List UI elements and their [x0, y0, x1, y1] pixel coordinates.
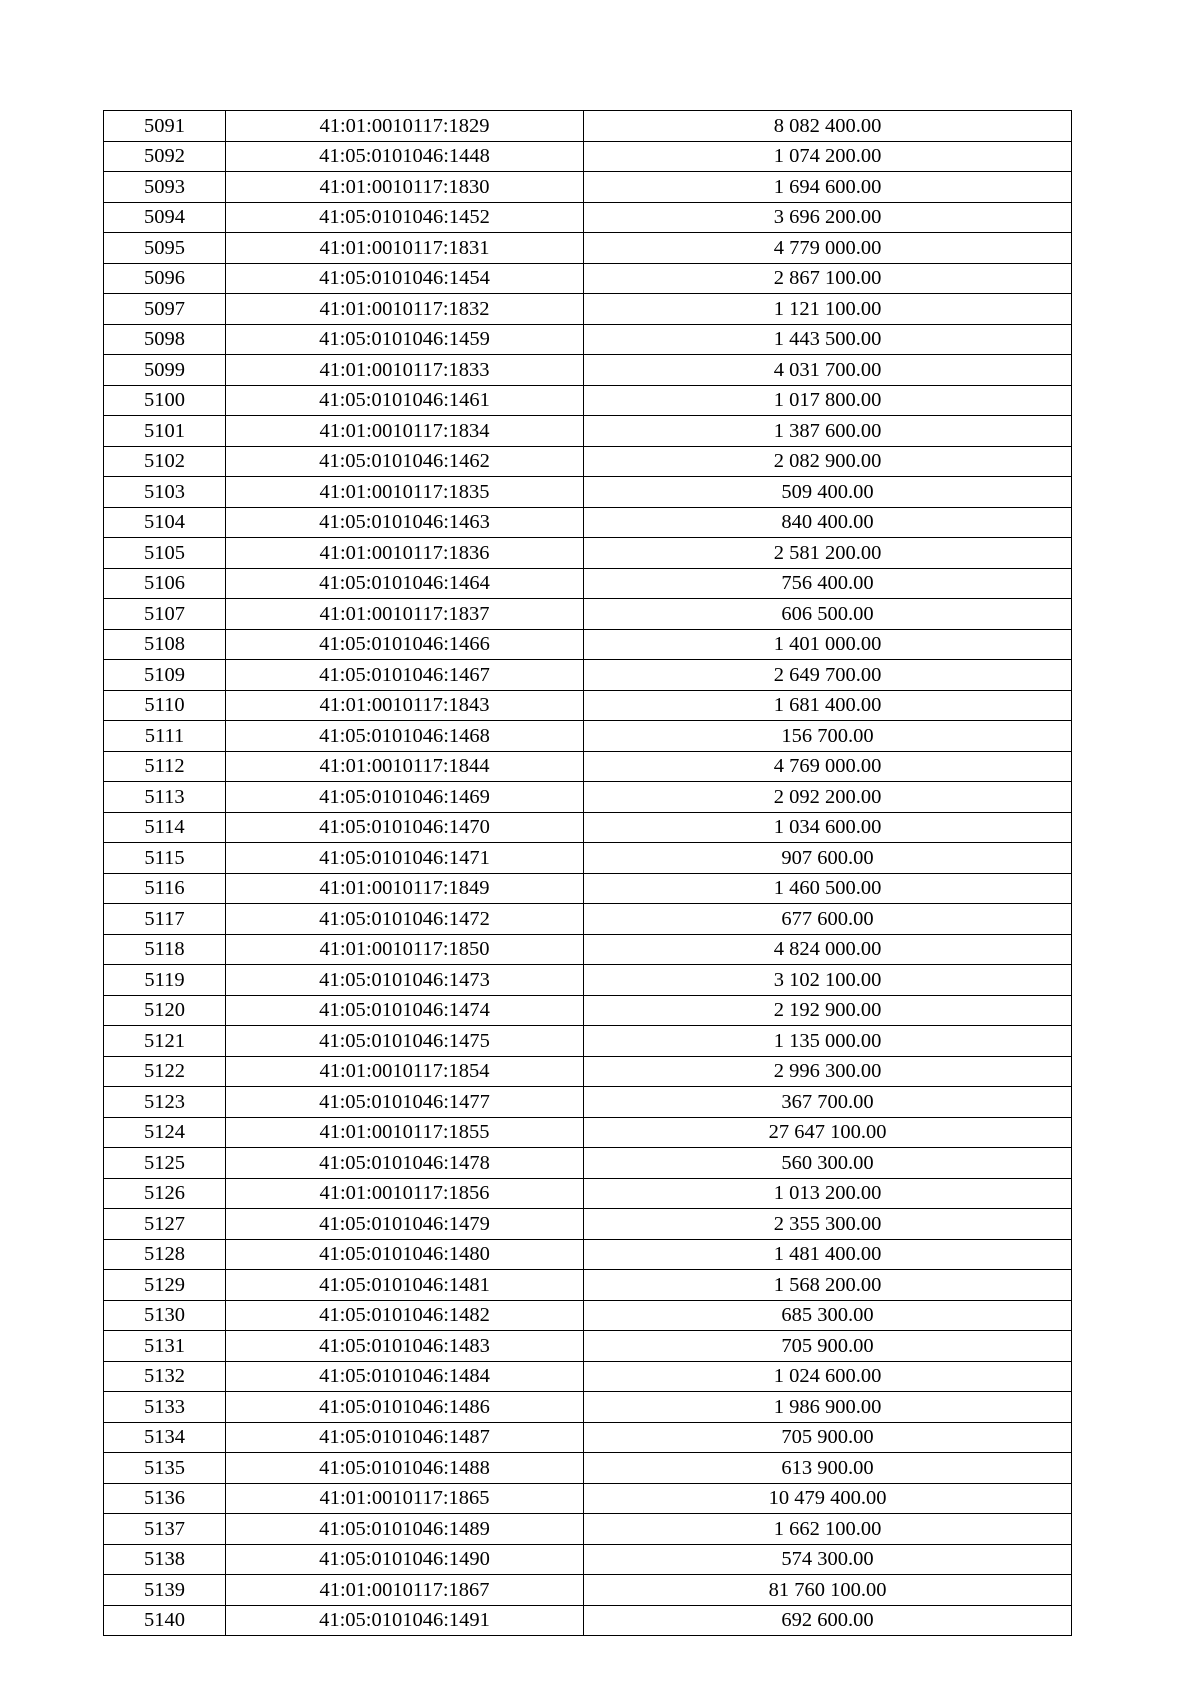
cadastral-number-cell: 41:01:0010117:1831 [226, 233, 584, 264]
cadastral-number-cell: 41:05:0101046:1480 [226, 1239, 584, 1270]
row-number-cell: 5113 [104, 782, 226, 813]
row-number-cell: 5100 [104, 385, 226, 416]
value-cell: 1 986 900.00 [584, 1392, 1072, 1423]
cadastral-number-cell: 41:05:0101046:1467 [226, 660, 584, 691]
value-cell: 2 092 200.00 [584, 782, 1072, 813]
value-cell: 1 694 600.00 [584, 172, 1072, 203]
cadastral-number-cell: 41:05:0101046:1464 [226, 568, 584, 599]
row-number-cell: 5134 [104, 1422, 226, 1453]
cadastral-number-cell: 41:05:0101046:1472 [226, 904, 584, 935]
table-row [104, 1056, 1072, 1087]
table-row [104, 263, 1072, 294]
cadastral-number-cell: 41:05:0101046:1474 [226, 995, 584, 1026]
row-number-cell: 5129 [104, 1270, 226, 1301]
value-cell: 560 300.00 [584, 1148, 1072, 1179]
table-row [104, 294, 1072, 325]
row-number-cell: 5136 [104, 1483, 226, 1514]
cadastral-number-cell: 41:01:0010117:1835 [226, 477, 584, 508]
table-row [104, 1361, 1072, 1392]
row-number-cell: 5104 [104, 507, 226, 538]
value-cell: 509 400.00 [584, 477, 1072, 508]
value-cell: 2 581 200.00 [584, 538, 1072, 569]
cadastral-number-cell: 41:01:0010117:1854 [226, 1056, 584, 1087]
value-cell: 1 034 600.00 [584, 812, 1072, 843]
table-row [104, 355, 1072, 386]
table-row [104, 446, 1072, 477]
row-number-cell: 5110 [104, 690, 226, 721]
cadastral-number-cell: 41:05:0101046:1488 [226, 1453, 584, 1484]
row-number-cell: 5093 [104, 172, 226, 203]
row-number-cell: 5103 [104, 477, 226, 508]
value-cell: 2 355 300.00 [584, 1209, 1072, 1240]
row-number-cell: 5092 [104, 141, 226, 172]
table-row [104, 538, 1072, 569]
row-number-cell: 5114 [104, 812, 226, 843]
value-cell: 81 760 100.00 [584, 1575, 1072, 1606]
row-number-cell: 5098 [104, 324, 226, 355]
table-row [104, 1331, 1072, 1362]
value-cell: 4 769 000.00 [584, 751, 1072, 782]
table-row [104, 751, 1072, 782]
value-cell: 613 900.00 [584, 1453, 1072, 1484]
table-row [104, 1544, 1072, 1575]
table-row [104, 1392, 1072, 1423]
value-cell: 1 024 600.00 [584, 1361, 1072, 1392]
cadastral-number-cell: 41:01:0010117:1833 [226, 355, 584, 386]
table-row [104, 1178, 1072, 1209]
cadastral-number-cell: 41:01:0010117:1830 [226, 172, 584, 203]
row-number-cell: 5094 [104, 202, 226, 233]
cadastral-number-cell: 41:05:0101046:1459 [226, 324, 584, 355]
cadastral-number-cell: 41:05:0101046:1483 [226, 1331, 584, 1362]
table-row [104, 1087, 1072, 1118]
table-row [104, 477, 1072, 508]
table-row [104, 690, 1072, 721]
table-row [104, 385, 1072, 416]
row-number-cell: 5126 [104, 1178, 226, 1209]
value-cell: 10 479 400.00 [584, 1483, 1072, 1514]
table-body [104, 111, 1072, 1636]
cadastral-number-cell: 41:05:0101046:1491 [226, 1605, 584, 1636]
cadastral-number-cell: 41:05:0101046:1452 [226, 202, 584, 233]
cadastral-number-cell: 41:01:0010117:1856 [226, 1178, 584, 1209]
row-number-cell: 5119 [104, 965, 226, 996]
table-row [104, 141, 1072, 172]
table-row [104, 1209, 1072, 1240]
cadastral-number-cell: 41:01:0010117:1834 [226, 416, 584, 447]
cadastral-number-cell: 41:05:0101046:1470 [226, 812, 584, 843]
table-row [104, 1483, 1072, 1514]
row-number-cell: 5140 [104, 1605, 226, 1636]
value-cell: 756 400.00 [584, 568, 1072, 599]
table-row [104, 782, 1072, 813]
row-number-cell: 5107 [104, 599, 226, 630]
row-number-cell: 5133 [104, 1392, 226, 1423]
table-row [104, 1148, 1072, 1179]
row-number-cell: 5097 [104, 294, 226, 325]
value-cell: 574 300.00 [584, 1544, 1072, 1575]
row-number-cell: 5120 [104, 995, 226, 1026]
row-number-cell: 5130 [104, 1300, 226, 1331]
row-number-cell: 5131 [104, 1331, 226, 1362]
cadastral-number-cell: 41:05:0101046:1468 [226, 721, 584, 752]
table-row [104, 568, 1072, 599]
table-row [104, 416, 1072, 447]
cadastral-number-cell: 41:01:0010117:1849 [226, 873, 584, 904]
value-cell: 1 481 400.00 [584, 1239, 1072, 1270]
row-number-cell: 5132 [104, 1361, 226, 1392]
value-cell: 677 600.00 [584, 904, 1072, 935]
row-number-cell: 5095 [104, 233, 226, 264]
cadastral-number-cell: 41:05:0101046:1473 [226, 965, 584, 996]
cadastral-value-table [103, 110, 1072, 1636]
table-row [104, 629, 1072, 660]
table-row [104, 873, 1072, 904]
value-cell: 840 400.00 [584, 507, 1072, 538]
row-number-cell: 5096 [104, 263, 226, 294]
value-cell: 2 996 300.00 [584, 1056, 1072, 1087]
row-number-cell: 5115 [104, 843, 226, 874]
cadastral-number-cell: 41:05:0101046:1490 [226, 1544, 584, 1575]
row-number-cell: 5111 [104, 721, 226, 752]
cadastral-number-cell: 41:01:0010117:1865 [226, 1483, 584, 1514]
value-cell: 3 696 200.00 [584, 202, 1072, 233]
table-row [104, 1026, 1072, 1057]
table-row [104, 1605, 1072, 1636]
cadastral-number-cell: 41:05:0101046:1461 [226, 385, 584, 416]
table-row [104, 904, 1072, 935]
table-row [104, 1453, 1072, 1484]
table-row [104, 599, 1072, 630]
row-number-cell: 5137 [104, 1514, 226, 1545]
row-number-cell: 5127 [104, 1209, 226, 1240]
value-cell: 1 121 100.00 [584, 294, 1072, 325]
cadastral-number-cell: 41:01:0010117:1855 [226, 1117, 584, 1148]
table-row [104, 111, 1072, 142]
table-row [104, 1575, 1072, 1606]
cadastral-number-cell: 41:05:0101046:1486 [226, 1392, 584, 1423]
cadastral-number-cell: 41:01:0010117:1867 [226, 1575, 584, 1606]
row-number-cell: 5108 [104, 629, 226, 660]
value-cell: 2 192 900.00 [584, 995, 1072, 1026]
cadastral-number-cell: 41:05:0101046:1481 [226, 1270, 584, 1301]
cadastral-number-cell: 41:01:0010117:1844 [226, 751, 584, 782]
value-cell: 685 300.00 [584, 1300, 1072, 1331]
value-cell: 1 013 200.00 [584, 1178, 1072, 1209]
value-cell: 4 031 700.00 [584, 355, 1072, 386]
table-row [104, 812, 1072, 843]
cadastral-number-cell: 41:05:0101046:1448 [226, 141, 584, 172]
row-number-cell: 5099 [104, 355, 226, 386]
cadastral-number-cell: 41:05:0101046:1454 [226, 263, 584, 294]
table-row [104, 1270, 1072, 1301]
table-row [104, 934, 1072, 965]
value-cell: 2 082 900.00 [584, 446, 1072, 477]
value-cell: 1 460 500.00 [584, 873, 1072, 904]
value-cell: 1 074 200.00 [584, 141, 1072, 172]
row-number-cell: 5102 [104, 446, 226, 477]
cadastral-number-cell: 41:05:0101046:1479 [226, 1209, 584, 1240]
table-row [104, 1239, 1072, 1270]
cadastral-number-cell: 41:05:0101046:1489 [226, 1514, 584, 1545]
value-cell: 27 647 100.00 [584, 1117, 1072, 1148]
value-cell: 2 867 100.00 [584, 263, 1072, 294]
row-number-cell: 5121 [104, 1026, 226, 1057]
row-number-cell: 5128 [104, 1239, 226, 1270]
table-row [104, 1117, 1072, 1148]
row-number-cell: 5122 [104, 1056, 226, 1087]
table-row [104, 202, 1072, 233]
row-number-cell: 5109 [104, 660, 226, 691]
row-number-cell: 5105 [104, 538, 226, 569]
cadastral-number-cell: 41:01:0010117:1837 [226, 599, 584, 630]
value-cell: 4 779 000.00 [584, 233, 1072, 264]
cadastral-number-cell: 41:01:0010117:1843 [226, 690, 584, 721]
cadastral-number-cell: 41:05:0101046:1463 [226, 507, 584, 538]
cadastral-number-cell: 41:01:0010117:1836 [226, 538, 584, 569]
value-cell: 1 568 200.00 [584, 1270, 1072, 1301]
row-number-cell: 5117 [104, 904, 226, 935]
value-cell: 1 387 600.00 [584, 416, 1072, 447]
cadastral-number-cell: 41:05:0101046:1487 [226, 1422, 584, 1453]
value-cell: 705 900.00 [584, 1422, 1072, 1453]
row-number-cell: 5116 [104, 873, 226, 904]
table-row [104, 1514, 1072, 1545]
value-cell: 156 700.00 [584, 721, 1072, 752]
table-row [104, 507, 1072, 538]
row-number-cell: 5139 [104, 1575, 226, 1606]
table-row [104, 995, 1072, 1026]
row-number-cell: 5125 [104, 1148, 226, 1179]
row-number-cell: 5106 [104, 568, 226, 599]
table-row [104, 324, 1072, 355]
table-row [104, 1422, 1072, 1453]
value-cell: 1 681 400.00 [584, 690, 1072, 721]
table-row [104, 660, 1072, 691]
value-cell: 1 017 800.00 [584, 385, 1072, 416]
value-cell: 692 600.00 [584, 1605, 1072, 1636]
cadastral-number-cell: 41:05:0101046:1478 [226, 1148, 584, 1179]
table-row [104, 965, 1072, 996]
table-row [104, 233, 1072, 264]
value-cell: 2 649 700.00 [584, 660, 1072, 691]
row-number-cell: 5123 [104, 1087, 226, 1118]
value-cell: 907 600.00 [584, 843, 1072, 874]
value-cell: 1 443 500.00 [584, 324, 1072, 355]
value-cell: 606 500.00 [584, 599, 1072, 630]
cadastral-number-cell: 41:05:0101046:1484 [226, 1361, 584, 1392]
cadastral-number-cell: 41:05:0101046:1475 [226, 1026, 584, 1057]
value-cell: 1 135 000.00 [584, 1026, 1072, 1057]
row-number-cell: 5101 [104, 416, 226, 447]
row-number-cell: 5112 [104, 751, 226, 782]
row-number-cell: 5124 [104, 1117, 226, 1148]
value-cell: 8 082 400.00 [584, 111, 1072, 142]
value-cell: 1 662 100.00 [584, 1514, 1072, 1545]
table-row [104, 843, 1072, 874]
cadastral-number-cell: 41:05:0101046:1462 [226, 446, 584, 477]
table-row [104, 172, 1072, 203]
row-number-cell: 5135 [104, 1453, 226, 1484]
cadastral-number-cell: 41:05:0101046:1477 [226, 1087, 584, 1118]
cadastral-number-cell: 41:01:0010117:1832 [226, 294, 584, 325]
cadastral-number-cell: 41:05:0101046:1482 [226, 1300, 584, 1331]
table-row [104, 721, 1072, 752]
value-cell: 367 700.00 [584, 1087, 1072, 1118]
cadastral-number-cell: 41:05:0101046:1466 [226, 629, 584, 660]
value-cell: 3 102 100.00 [584, 965, 1072, 996]
row-number-cell: 5138 [104, 1544, 226, 1575]
row-number-cell: 5118 [104, 934, 226, 965]
value-cell: 705 900.00 [584, 1331, 1072, 1362]
table-row [104, 1300, 1072, 1331]
row-number-cell: 5091 [104, 111, 226, 142]
cadastral-number-cell: 41:05:0101046:1471 [226, 843, 584, 874]
value-cell: 4 824 000.00 [584, 934, 1072, 965]
cadastral-number-cell: 41:01:0010117:1829 [226, 111, 584, 142]
cadastral-number-cell: 41:01:0010117:1850 [226, 934, 584, 965]
value-cell: 1 401 000.00 [584, 629, 1072, 660]
cadastral-number-cell: 41:05:0101046:1469 [226, 782, 584, 813]
